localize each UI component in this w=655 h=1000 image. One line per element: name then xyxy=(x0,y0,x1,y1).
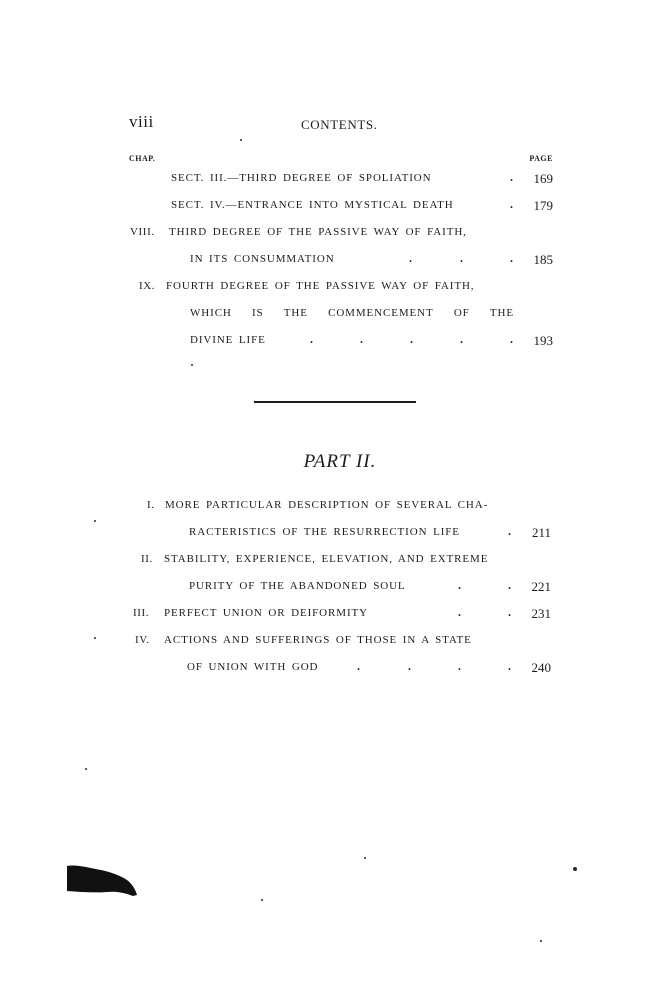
toc-entry-ii-line1: STABILITY, EXPERIENCE, ELEVATION, AND EXTREME xyxy=(164,553,489,565)
toc-word: OF xyxy=(453,307,470,319)
toc-word: WHICH xyxy=(190,307,232,319)
leader-dot: . xyxy=(408,659,411,673)
leader-dot: . xyxy=(460,332,463,346)
toc-entry-i-page: 211 xyxy=(531,525,551,540)
scan-speck xyxy=(573,867,577,871)
scan-speck xyxy=(191,364,193,366)
leader-dot: . xyxy=(458,578,461,592)
toc-entry-ix-numeral: IX. xyxy=(139,280,156,292)
scan-speck xyxy=(261,899,263,901)
leader-dot: . xyxy=(310,332,313,346)
toc-entry-ix-page: 193 xyxy=(533,333,553,348)
toc-entry-iv-line1: ACTIONS AND SUFFERINGS OF THOSE IN A STATE xyxy=(164,634,472,646)
scan-speck xyxy=(540,940,542,942)
page-column-label: PAGE xyxy=(529,154,553,163)
toc-entry-sect-iii-page: 169 xyxy=(533,171,553,186)
leader-dot: . xyxy=(510,251,513,265)
toc-entry-iii-numeral: III. xyxy=(133,607,150,619)
leader-dot: . xyxy=(458,659,461,673)
toc-entry-iv-page: 240 xyxy=(531,660,551,675)
leader-dot: . xyxy=(357,659,360,673)
leader-dot: . xyxy=(410,332,413,346)
toc-word: IS xyxy=(251,307,264,319)
leader-dot: . xyxy=(510,170,513,184)
toc-entry-viii-page: 185 xyxy=(533,252,553,267)
scan-speck xyxy=(94,520,96,522)
scan-speck xyxy=(94,637,96,639)
scan-ink-blot xyxy=(67,862,137,898)
toc-entry-sect-iv-title: SECT. IV.—ENTRANCE INTO MYSTICAL DEATH xyxy=(171,199,454,211)
toc-entry-ix-line3: DIVINE LIFE xyxy=(190,334,266,346)
leader-dot: . xyxy=(460,251,463,265)
leader-dot: . xyxy=(458,605,461,619)
part-heading: PART II. xyxy=(303,451,377,472)
toc-entry-i-numeral: I. xyxy=(147,499,155,511)
leader-dot: . xyxy=(508,578,511,592)
scan-speck xyxy=(85,768,87,770)
toc-entry-viii-line2: IN ITS CONSUMMATION xyxy=(190,253,335,265)
toc-entry-iii-page: 231 xyxy=(531,606,551,621)
toc-entry-ix-line2 xyxy=(190,307,514,319)
leader-dot: . xyxy=(508,659,511,673)
section-divider-rule xyxy=(254,401,416,403)
leader-dot: . xyxy=(508,524,511,538)
toc-entry-i-line1: MORE PARTICULAR DESCRIPTION OF SEVERAL CHA- xyxy=(165,499,489,511)
chap-column-label: CHAP. xyxy=(129,154,156,163)
toc-entry-ii-numeral: II. xyxy=(141,553,153,565)
leader-dot: . xyxy=(360,332,363,346)
toc-entry-iv-numeral: IV. xyxy=(135,634,150,646)
toc-word: COMMENCEMENT xyxy=(328,307,434,319)
toc-entry-viii-numeral: VIII. xyxy=(130,226,155,238)
scan-speck xyxy=(240,139,242,141)
toc-word: THE xyxy=(489,307,514,319)
toc-word: THE xyxy=(283,307,308,319)
leader-dot: . xyxy=(409,251,412,265)
toc-entry-ix-line1: FOURTH DEGREE OF THE PASSIVE WAY OF FAITH, xyxy=(166,280,475,292)
page-folio: viii xyxy=(129,112,154,131)
toc-entry-sect-iii-title: SECT. III.—THIRD DEGREE OF SPOLIATION xyxy=(171,172,432,184)
leader-dot: . xyxy=(508,605,511,619)
leader-dot: . xyxy=(510,197,513,211)
toc-entry-ii-line2: PURITY OF THE ABANDONED SOUL xyxy=(189,580,406,592)
scan-speck xyxy=(364,857,366,859)
leader-dot: . xyxy=(510,332,513,346)
running-head: CONTENTS. xyxy=(301,117,378,132)
toc-entry-iii-line1: PERFECT UNION OR DEIFORMITY xyxy=(164,607,368,619)
toc-entry-iv-line2: OF UNION WITH GOD xyxy=(187,661,319,673)
toc-entry-viii-line1: THIRD DEGREE OF THE PASSIVE WAY OF FAITH, xyxy=(169,226,467,238)
toc-entry-ii-page: 221 xyxy=(531,579,551,594)
toc-entry-sect-iv-page: 179 xyxy=(533,198,553,213)
toc-entry-i-line2: RACTERISTICS OF THE RESURRECTION LIFE xyxy=(189,526,460,538)
